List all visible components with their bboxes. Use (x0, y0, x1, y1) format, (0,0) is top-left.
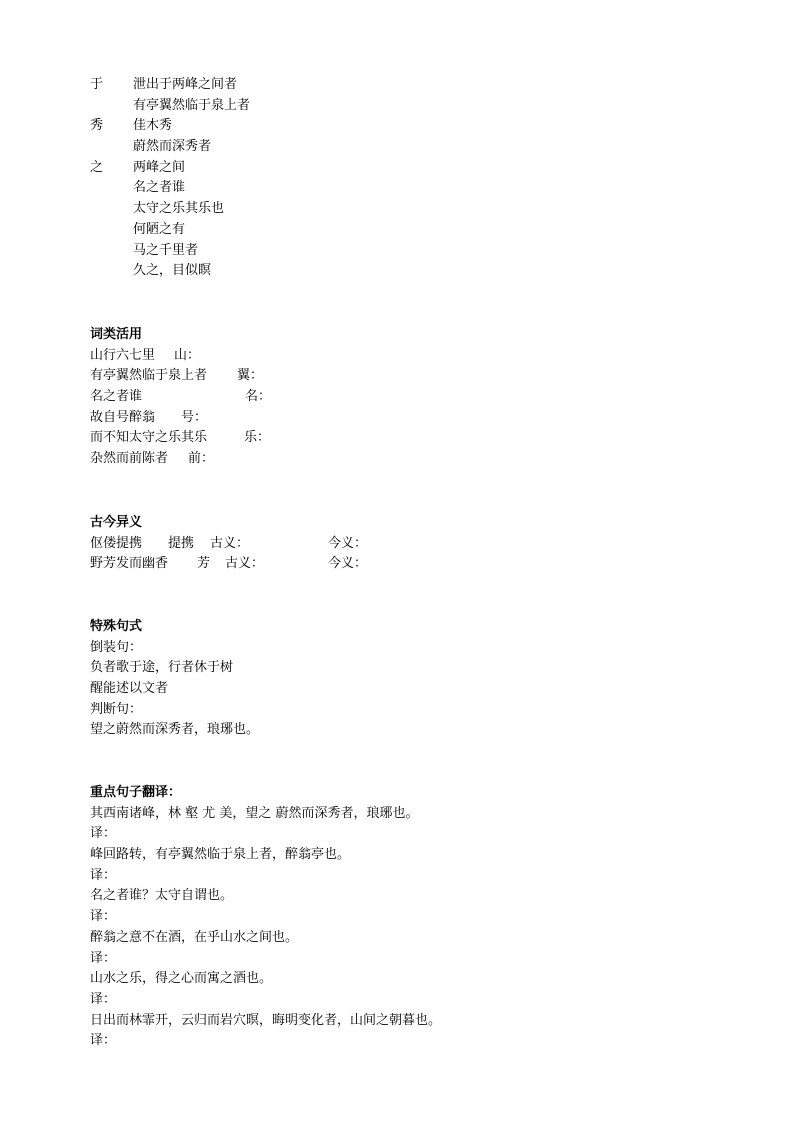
cilei-word: 号： (181, 409, 208, 425)
gujin-modern-label: 今义： (328, 556, 368, 572)
fanyi-sentence-text: 峰回路转，有亭翼然临于泉上者，醉翁亭也。 (90, 847, 351, 863)
fanyi-sentence-text: 山水之乐，得之心而寓之酒也。 (90, 971, 273, 987)
teshu-text: 判断句： (90, 701, 143, 717)
cilei-sentence: 名之者谁 (90, 389, 143, 405)
fanyi-sentence-text: 醉翁之意不在酒，在乎山水之间也。 (90, 929, 299, 945)
usage-example: 久之，目似瞑 (133, 263, 212, 279)
fanyi-answer-label: 译： (90, 909, 117, 925)
usage-example: 有亭翼然临于泉上者 (133, 97, 251, 113)
usage-example: 泄出于两峰之间者 (133, 77, 238, 92)
gujin-word: 提携 (168, 535, 195, 551)
usage-char: 之 (90, 159, 104, 175)
fanyi-sentence-text: 其西南诸峰，林 壑 尤 美，望之 蔚然而深秀者，琅琊也。 (90, 805, 419, 821)
cilei-sentence: 故自号醉翁 (90, 409, 156, 425)
cilei-word: 名： (245, 389, 272, 405)
gujin-modern-label: 今义： (328, 535, 368, 551)
fanyi-sentence-text: 名之者谁？太守自谓也。 (90, 888, 234, 904)
fanyi-sentence-text: 日出而林霏开，云归而岩穴暝，晦明变化者，山间之朝暮也。 (90, 1012, 442, 1028)
usage-example: 两峰之间 (133, 159, 186, 175)
cilei-sentence: 杂然而前陈者 (90, 451, 169, 467)
gujin-ancient-label: 古义： (210, 535, 250, 551)
usage-example: 何陋之有 (133, 221, 186, 237)
gujin-word: 芳 (197, 556, 211, 572)
teshu-text: 望之蔚然而深秀者，琅琊也。 (90, 722, 260, 738)
section-heading-text: 词类活用 (90, 327, 143, 342)
usage-char: 于 (90, 77, 104, 92)
cilei-word: 乐： (244, 430, 271, 446)
fanyi-answer-label: 译： (90, 867, 117, 883)
usage-char: 秀 (90, 118, 104, 134)
section-heading-text: 重点句子翻译： (90, 785, 182, 800)
gujin-sentence: 伛偻提携 (90, 535, 143, 551)
teshu-text: 负者歌于途，行者休于树 (90, 660, 234, 676)
teshu-text: 倒装句： (90, 639, 143, 655)
cilei-sentence: 山行六七里 (90, 347, 156, 363)
cilei-word: 翼： (237, 368, 264, 384)
section-heading-text: 特殊句式 (90, 619, 143, 634)
fanyi-answer-label: 译： (90, 950, 117, 966)
usage-example: 马之千里者 (133, 242, 199, 258)
gujin-ancient-label: 古义： (225, 556, 265, 572)
teshu-text: 醒能述以文者 (90, 681, 169, 697)
cilei-word: 前： (188, 451, 215, 467)
cilei-sentence: 而不知太守之乐其乐 (90, 430, 208, 446)
gujin-sentence: 野芳发而幽香 (90, 556, 169, 572)
cilei-sentence: 有亭翼然临于泉上者 (90, 368, 208, 384)
usage-example: 名之者谁 (133, 180, 186, 196)
fanyi-answer-label: 译： (90, 826, 117, 842)
cilei-word: 山： (174, 347, 201, 363)
usage-example: 太守之乐其乐也 (133, 201, 225, 217)
fanyi-answer-label: 译： (90, 1033, 117, 1049)
fanyi-answer-label: 译： (90, 991, 117, 1007)
section-heading-text: 古今异义 (90, 515, 143, 530)
usage-example: 蔚然而深秀者 (133, 139, 212, 155)
usage-example: 佳木秀 (133, 118, 173, 134)
